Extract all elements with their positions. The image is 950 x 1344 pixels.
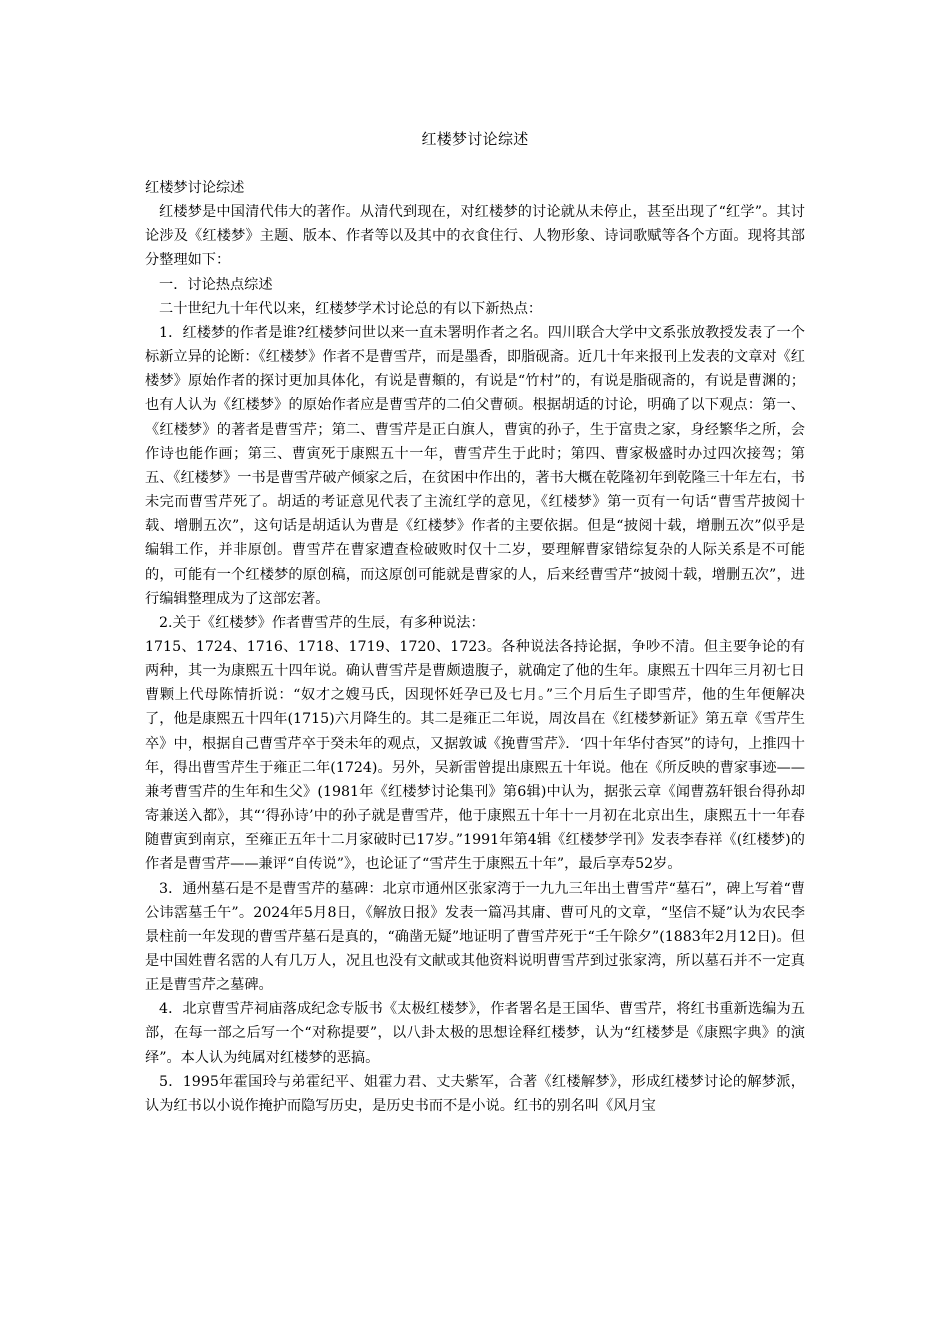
topic-2-birth-heading: 2.关于《红楼梦》作者曹雪芹的生辰，有多种说法： xyxy=(159,614,485,631)
topic-5-jiemeng-paragraph: 5．1995年霍国玲与弟霍纪平、姐霍力君、丈夫紫军，合著《红楼解梦》，形成红楼梦讨论的解梦派，认为红书以小说作掩护而隐写历史，是历史书而不是小说。红书的别名叫《风月宝 xyxy=(145,1073,805,1114)
section-heading: 红楼梦讨论综述 xyxy=(145,180,245,196)
topic-3-tombstone-paragraph: 3．通州墓石是不是曹雪芹的墓碑：北京市通州区张家湾于一九九三年出土曹雪芹“墓石”，碑上写着“曹公讳霑墓壬午”。2024年5月8日，《解放日报》发表一篇冯其庸、曹可凡的文章，“坚信不疑”认为农民李景柱前一年发现的曹雪芹墓石是真的，“确凿无疑”地证明了曹雪芹死于“壬午除夕”(1883年2月12日)。但是中国姓曹名霑的人有几万人，况且也没有文献或其他资料说明曹雪芹到过张家湾，所以墓石并不一定真正是曹雪芹之墓碑。 xyxy=(145,880,805,994)
document-body xyxy=(145,176,805,1118)
topic-2-birth-paragraph: 1715、1724、1716、1718、1719、1720、1723。各种说法各持论据，争吵不清。但主要争论的有两种，其一为康熙五十四年说。确认曹雪芹是曹颇遗腹子，就确定了他的生年。康熙五十四年三月初七日曹颗上代母陈情折说：“奴才之嫂马氏，因现怀妊孕已及七月。”三个月后生子即雪芹，他的生年便解决了，他是康熙五十四年(1715)六月降生的。其二是雍正二年说，周汝昌在《红楼梦新证》第五章《雪芹生卒》中，根据自己曹雪芹卒于癸未年的观点，又据敦诚《挽曹雪芹》．‘四十年华付杳冥”的诗句，上推四十年，得出曹雪芹生于雍正二年(1724)。另外，吴新雷曾提出康熙五十年说。他在《所反映的曹家事迹——兼考曹雪芹的生年和生父》(1981年《红楼梦讨论集刊》第6辑)中认为，据张云章《闻曹荔轩银台得孙却寄兼送入都》，其“‘得孙诗’中的孙子就是曹雪芹，他于康熙五十年十一月初在北京出生，康熙五十一年春随曹寅到南京，至雍正五年十二月家破时已17岁。”1991年第4辑《红楼梦学刊》发表李春祥《(红楼梦)的作者是曹雪芹——兼评“自传说”》，也论证了“雪芹生于康熙五十年”，最后享寿52岁。 xyxy=(145,638,805,873)
hot-topics-heading: 一．讨论热点综述 xyxy=(159,276,273,293)
topic-4-taiji-paragraph: 4．北京曹雪芹祠庙落成纪念专版书《太极红楼梦》，作者署名是王国华、曹雪芹，将红书重新选编为五部，在每一部之后写一个“对称提要”，以八卦太极的思想诠释红楼梦，认为“红楼梦是《康熙字典》的演绎”。本人认为纯属对红楼梦的恶搞。 xyxy=(145,1001,805,1066)
intro-paragraph: 红楼梦是中国清代伟大的著作。从清代到现在，对红楼梦的讨论就从未停止，甚至出现了“红学”。其讨论涉及《红楼梦》主题、版本、作者等以及其中的衣食住行、人物形象、诗词歌赋等各个方面。现将其部分整理如下： xyxy=(145,204,805,269)
topic-1-author-paragraph: 1．红楼梦的作者是谁?红楼梦问世以来一直未署明作者之名。四川联合大学中文系张放教授发表了一个标新立异的论断：《红楼梦》作者不是曹雪芹，而是墨香，即脂砚斋。近几十年来报刊上发表的文章对《红楼梦》原始作者的探讨更加具体化，有说是曹頫的，有说是“竹村”的，有说是脂砚斋的，有说是曹渊的；也有人认为《红楼梦》的原始作者应是曹雪芹的二伯父曹硕。根据胡适的讨论，明确了以下观点：第一、《红楼梦》的著者是曹雪芹；第二、曹雪芹是正白旗人，曹寅的孙子，生于富贵之家，身经繁华之所，会作诗也能作画；第三、曹寅死于康熙五十一年，曹雪芹生于此时；第四、曹家极盛时办过四次接驾；第五、《红楼梦》一书是曹雪芹破产倾家之后，在贫困中作出的，著书大概在乾隆初年到乾隆三十年左右，书未完而曹雪芹死了。胡适的考证意见代表了主流红学的意见，《红楼梦》第一页有一句话“曹雪芹披阅十载、增删五次”，这句话是胡适认为曹是《红楼梦》作者的主要依据。但是“披阅十载，增删五次”似乎是编辑工作，并非原创。曹雪芹在曹家遭查检破败时仅十二岁，要理解曹家错综复杂的人际关系是不可能的，可能有一个红楼梦的原创稿，而这原创可能就是曹家的人，后来经曹雪芹“披阅十载，增删五次”，进行编辑整理成为了这部宏著。 xyxy=(145,324,805,607)
document-title: 红楼梦讨论综述 xyxy=(421,130,529,148)
hot-topics-lead: 二十世纪九十年代以来，红楼梦学术讨论总的有以下新热点： xyxy=(159,300,543,317)
